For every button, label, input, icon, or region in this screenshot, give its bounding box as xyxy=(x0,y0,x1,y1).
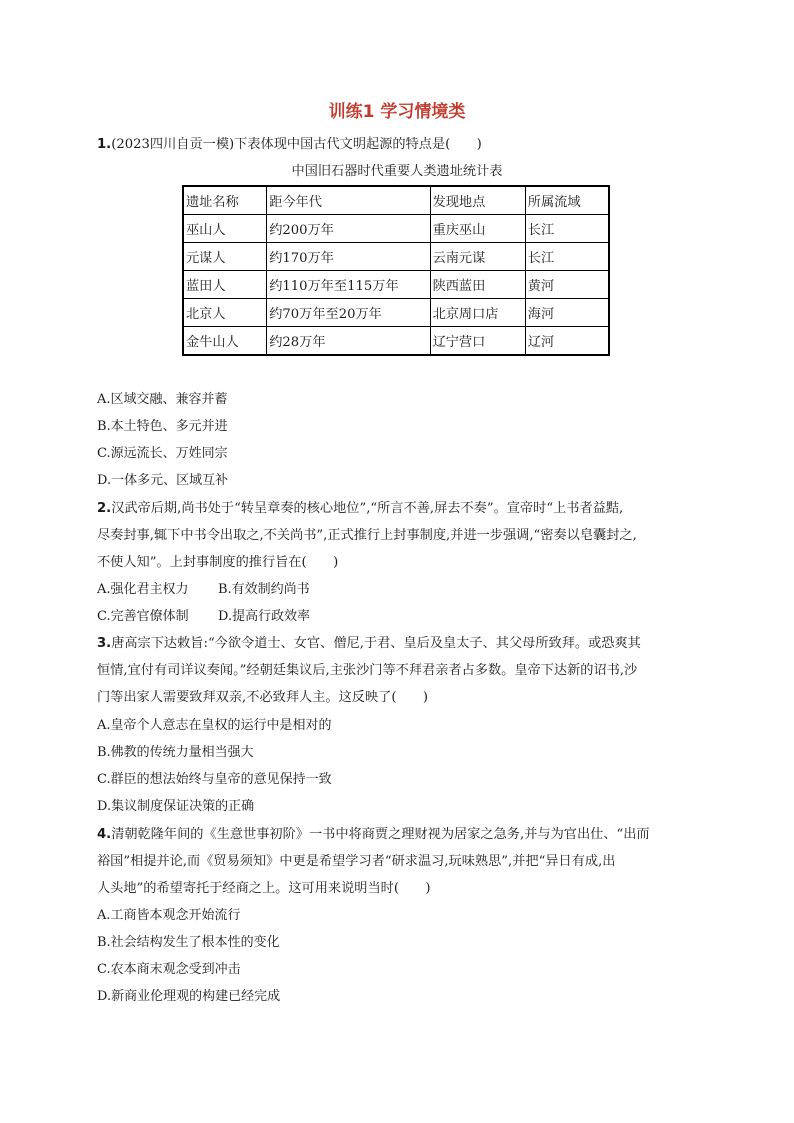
table-cell: 重庆巫山 xyxy=(430,215,525,243)
question-3-line-2: 恒情,宜付有司详议奏闻。”经朝廷集议后,主张沙门等不拜君亲者占多数。皇帝下达新的诏书,沙 xyxy=(97,663,638,678)
table-cell: 辽河 xyxy=(525,327,609,356)
table-row xyxy=(183,327,609,356)
table-cell: 北京人 xyxy=(183,299,267,327)
table-header-cell: 所属流域 xyxy=(525,186,609,215)
table-caption: 中国旧石器时代重要人类遗址统计表 xyxy=(291,164,503,179)
table-cell: 陕西蓝田 xyxy=(430,271,525,299)
question-4-option-b: B.社会结构发生了根本性的变化 xyxy=(97,935,280,950)
table-row xyxy=(183,243,609,271)
question-3-number: 3. xyxy=(97,636,112,651)
question-3-option-b: B.佛教的传统力量相当强大 xyxy=(97,745,254,760)
table-cell: 约28万年 xyxy=(267,327,430,356)
question-1-option-b: B.本土特色、多元并进 xyxy=(97,419,228,434)
table-header-cell: 发现地点 xyxy=(430,186,525,215)
table-cell: 金牛山人 xyxy=(183,327,267,356)
table-row xyxy=(183,299,609,327)
question-4-line-2: 裕国”相提并论,而《贸易须知》中更是希望学习者“研求温习,玩味熟思”,并把“异日有成,出 xyxy=(97,854,616,869)
question-1-option-a: A.区域交融、兼容并蓄 xyxy=(97,392,228,407)
question-1-option-d: D.一体多元、区域互补 xyxy=(97,473,229,488)
question-1-stem xyxy=(97,136,482,154)
question-2-line-2: 尽奏封事,辄下中书令出取之,不关尚书”,正式推行上封事制度,并进一步强调,“密奏以皂囊封之, xyxy=(97,528,637,543)
question-3-option-c: C.群臣的想法始终与皇帝的意见保持一致 xyxy=(97,772,332,787)
table-header-cell: 距今年代 xyxy=(267,186,430,215)
table-header-cell: 遗址名称 xyxy=(183,186,267,215)
question-1-number: 1. xyxy=(97,137,112,152)
question-2-text: 汉武帝后期,尚书处于“转呈章奏的核心地位”,“所言不善,屏去不奏”。宣帝时“上书者益黠, xyxy=(111,501,624,516)
table-cell: 长江 xyxy=(525,243,609,271)
question-4-line-1 xyxy=(97,826,650,844)
table-cell: 海河 xyxy=(525,299,609,327)
table-cell: 约200万年 xyxy=(267,215,430,243)
question-1-text: (2023四川自贡一模)下表体现中国古代文明起源的特点是( ) xyxy=(111,137,482,152)
table-cell: 巫山人 xyxy=(183,215,267,243)
question-2-line-3: 不使人知”。上封事制度的推行旨在( ) xyxy=(97,555,339,570)
table-cell: 北京周口店 xyxy=(430,299,525,327)
question-3-line-1 xyxy=(97,635,641,653)
table-cell: 云南元谋 xyxy=(430,243,525,271)
question-2-option-a: A.强化君主权力 xyxy=(97,582,189,597)
question-4-option-d: D.新商业伦理观的构建已经完成 xyxy=(97,989,281,1004)
question-3-line-3: 门等出家人需要致拜双亲,不必致拜人主。这反映了( ) xyxy=(97,690,428,705)
question-2-option-d: D.提高行政效率 xyxy=(218,609,311,624)
question-4-option-c: C.农本商末观念受到冲击 xyxy=(97,962,241,977)
table-cell: 蓝田人 xyxy=(183,271,267,299)
table-cell: 元谋人 xyxy=(183,243,267,271)
question-2-line-1 xyxy=(97,500,623,518)
question-4-option-a: A.工商皆本观念开始流行 xyxy=(97,908,241,923)
question-1-option-c: C.源远流长、万姓同宗 xyxy=(97,446,228,461)
question-2-option-c: C.完善官僚体制 xyxy=(97,609,189,624)
table-header-row xyxy=(183,186,609,215)
table-row xyxy=(183,271,609,299)
table-cell: 约70万年至20万年 xyxy=(267,299,430,327)
table-cell: 约170万年 xyxy=(267,243,430,271)
table-cell: 黄河 xyxy=(525,271,609,299)
table-cell: 约110万年至115万年 xyxy=(267,271,430,299)
question-4-line-3: 人头地”的希望寄托于经商之上。这可用来说明当时( ) xyxy=(97,881,431,896)
question-3-option-a: A.皇帝个人意志在皇权的运行中是相对的 xyxy=(97,718,332,733)
question-4-number: 4. xyxy=(97,827,112,842)
page-title: 训练1 学习情境类 xyxy=(328,102,466,122)
table-cell: 辽宁营口 xyxy=(430,327,525,356)
question-3-text: 唐高宗下达敕旨:“今欲令道士、女官、僧尼,于君、皇后及皇太子、其父母所致拜。或恐爽其 xyxy=(111,636,641,651)
question-2-number: 2. xyxy=(97,501,112,516)
question-3-option-d: D.集议制度保证决策的正确 xyxy=(97,799,255,814)
relic-sites-table xyxy=(182,185,610,356)
table-cell: 长江 xyxy=(525,215,609,243)
question-2-option-b: B.有效制约尚书 xyxy=(218,582,310,597)
table-row xyxy=(183,215,609,243)
question-4-text: 清朝乾隆年间的《生意世事初阶》一书中将商贾之理财视为居家之急务,并与为官出仕、“出而 xyxy=(111,827,650,842)
